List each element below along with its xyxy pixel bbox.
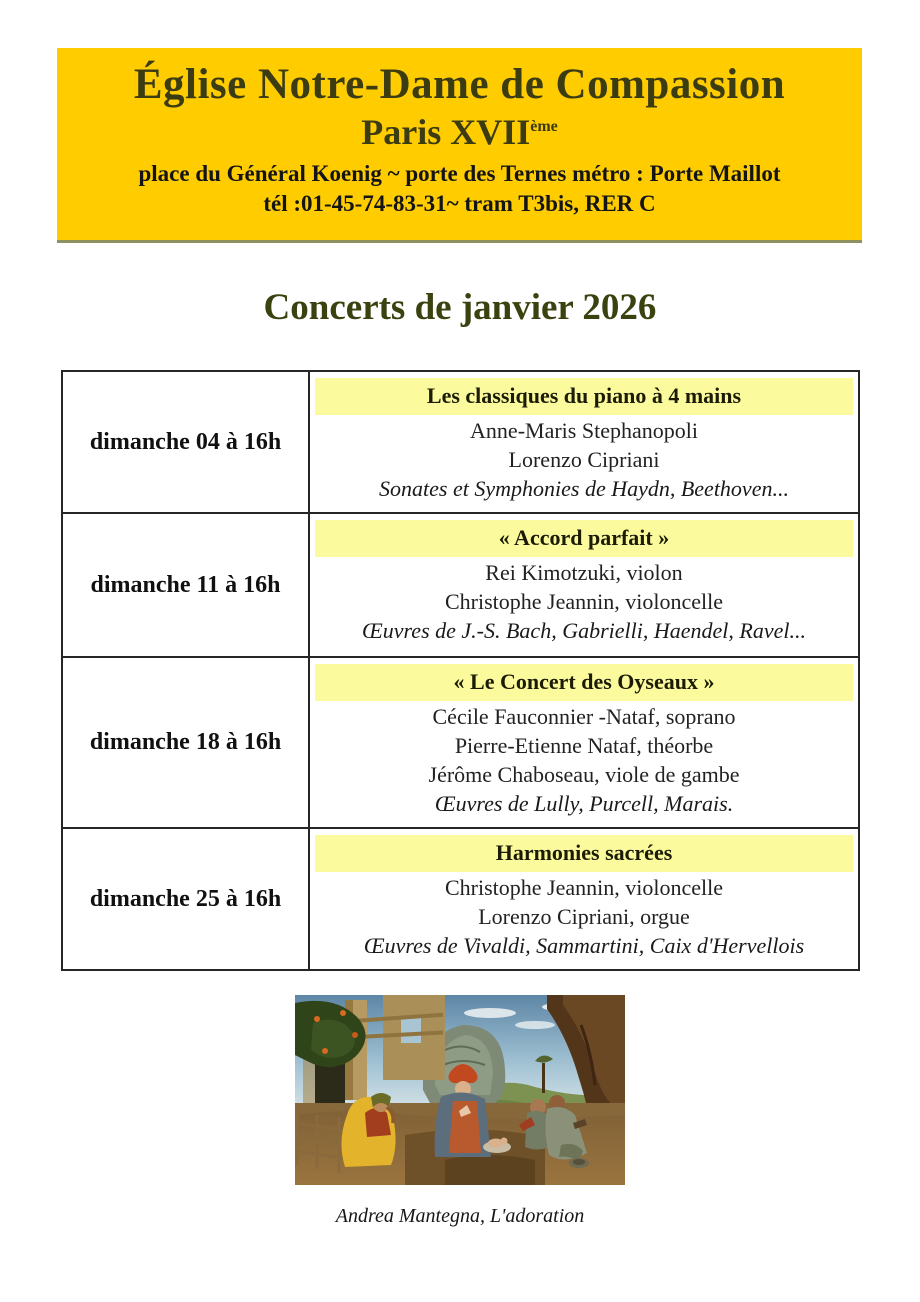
church-title: Église Notre-Dame de Compassion [133,61,786,108]
performer-line: Anne-Maris Stephanopoli [470,418,698,443]
performer-line: Rei Kimotzuki, violon [485,560,683,585]
table-row [63,829,858,969]
performer-line: Pierre-Etienne Nataf, théorbe [454,733,714,758]
adoration-painting [295,995,625,1185]
concert-details [310,372,858,512]
painting-image [295,995,625,1185]
table-row [63,514,858,658]
table-row [63,372,858,514]
concert-table [61,370,860,971]
performer-line: Lorenzo Cipriani, orgue [478,904,690,929]
concert-title: « Accord parfait » [315,520,853,557]
church-address: place du Général Koenig ~ porte des Ternes métro : Porte Maillot [138,161,781,186]
church-subtitle [57,111,862,153]
concert-title: Les classiques du piano à 4 mains [315,378,853,415]
performer-line: Christophe Jeannin, violoncelle [445,589,723,614]
page-title: Concerts de janvier 2026 [263,287,657,328]
concert-date: dimanche 25 à 16h [63,829,310,969]
performer-line: Jérôme Chaboseau, viole de gambe [428,762,740,787]
concert-date: dimanche 18 à 16h [63,658,310,827]
concert-date: dimanche 04 à 16h [63,372,310,512]
church-banner [57,48,862,243]
concert-details [310,658,858,827]
performer-line: Lorenzo Cipriani [508,447,660,472]
performer-line: Christophe Jeannin, violoncelle [445,875,723,900]
program-line: Sonates et Symphonies de Haydn, Beethoven... [379,476,789,501]
concert-details [310,514,858,656]
concert-title: « Le Concert des Oyseaux » [315,664,853,701]
concert-date: dimanche 11 à 16h [63,514,310,656]
program-line: Œuvres de Vivaldi, Sammartini, Caix d'Hervellois [363,933,805,958]
program-line: Œuvres de Lully, Purcell, Marais. [434,791,734,816]
table-row [63,658,858,829]
church-tel: tél :01-45-74-83-31~ tram T3bis, RER C [263,191,656,216]
church-subtitle-text: Paris XVII [361,112,531,152]
performer-line: Cécile Fauconnier -Nataf, soprano [432,704,736,729]
program-line: Œuvres de J.-S. Bach, Gabrielli, Haendel, Ravel... [362,618,806,643]
concert-title: Harmonies sacrées [315,835,853,872]
painting-caption: Andrea Mantegna, L'adoration [335,1205,585,1227]
church-subtitle-sup: ème [530,118,558,135]
concert-details [310,829,858,969]
